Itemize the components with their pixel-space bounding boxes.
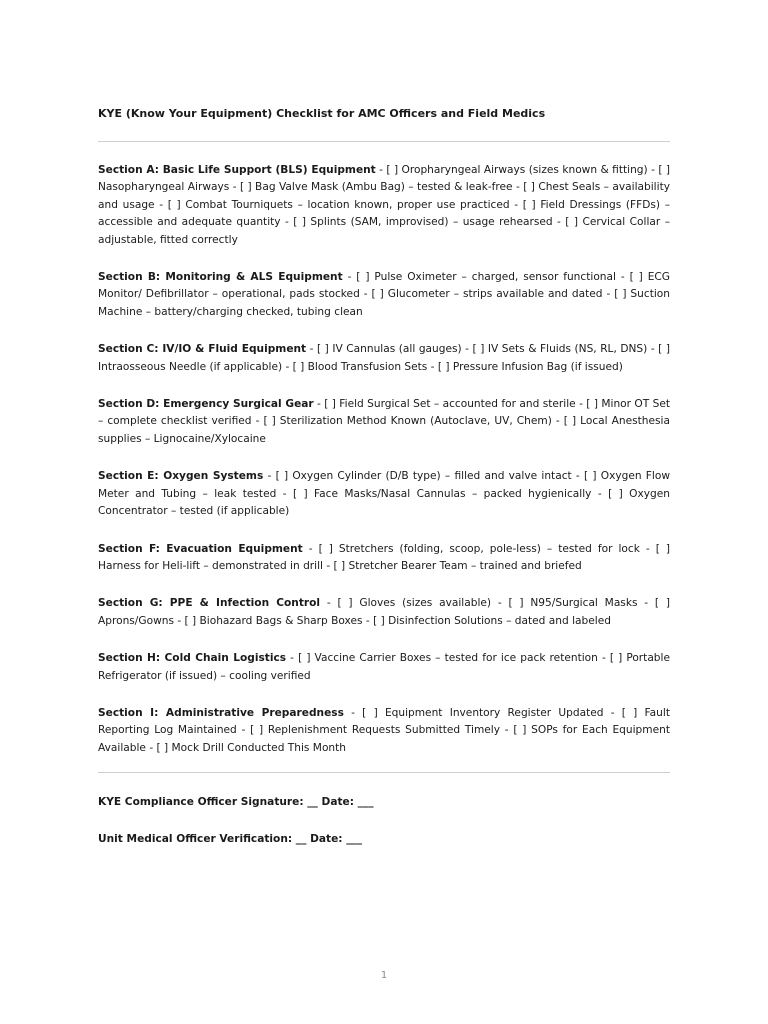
document-title: KYE (Know Your Equipment) Checklist for AMC Officers and Field Medics [98,107,546,120]
section-title: Section H: Cold Chain Logistics [98,652,287,665]
section-body: - [ ] Oxygen Cylinder (D/B type) – filled and valve intact - [ ] Oxygen Flow Meter and Tubing – leak tested - [ ] Face Masks/Nasal Cannulas – packed hygienically - [ ] Oxygen Concentrator – tested (if applicable) [98,470,670,518]
checklist-sections [98,162,670,777]
bottom-divider [98,772,670,773]
section-body: - [ ] Gloves (sizes available) - [ ] N95/Surgical Masks - [ ] Aprons/Gowns - [ ] Biohazard Bags & Sharp Boxes - [ ] Disinfection Solutions – dated and labeled [98,597,670,627]
section-g [98,595,670,630]
section-body: - [ ] Oropharyngeal Airways (sizes known & fitting) - [ ] Nasopharyngeal Airways - [ ] Bag Valve Mask (Ambu Bag) – tested & leak-free - [ ] Chest Seals – availability and usage - [ ] Combat Tourniquets – location known, proper use practiced - [ ] Field Dressings (FFDs) – accessible and adequate quantity - [ ] Splints (SAM, improvised) – usage rehearsed - [ ] Cervical Collar – adjustable, fitted correctly [98,164,670,246]
section-i [98,705,670,757]
compliance-officer-signature-line: KYE Compliance Officer Signature: __ Date: ___ [98,796,374,808]
section-body: - [ ] IV Cannulas (all gauges) - [ ] IV Sets & Fluids (NS, RL, DNS) - [ ] Intraosseous Needle (if applicable) - [ ] Blood Transfusion Sets - [ ] Pressure Infusion Bag (if issued) [98,343,670,373]
document-page [98,0,670,1024]
section-title: Section A: Basic Life Support (BLS) Equipment [98,164,376,176]
section-d [98,396,670,448]
section-title: Section E: Oxygen Systems [98,470,264,483]
medical-officer-verification-line: Unit Medical Officer Verification: __ Date: ___ [98,833,363,845]
top-divider [98,141,670,142]
section-f [98,541,670,576]
section-title: Section G: PPE & Infection Control [98,597,321,610]
section-body: - [ ] Field Surgical Set – accounted for and sterile - [ ] Minor OT Set – complete checklist verified - [ ] Sterilization Method Known (Autoclave, UV, Chem) - [ ] Local Anesthesia supplies – Lignocaine/Xylocaine [98,398,670,445]
section-e [98,468,670,520]
section-title: Section D: Emergency Surgical Gear [98,398,314,411]
section-body: - [ ] Equipment Inventory Register Updated - [ ] Fault Reporting Log Maintained - [ ] Replenishment Requests Submitted Timely - [ ] SOPs for Each Equipment Available - [ ] Mock Drill Conducted This Month [98,706,670,754]
section-title: Section C: IV/IO & Fluid Equipment [98,343,307,356]
page-number: 1 [380,970,388,981]
section-title: Section I: Administrative Preparedness [98,706,344,719]
section-title: Section B: Monitoring & ALS Equipment [98,271,343,284]
section-body: - [ ] Stretchers (folding, scoop, pole-less) – tested for lock - [ ] Harness for Heli-lift – demonstrated in drill - [ ] Stretcher Bearer Team – trained and briefed [98,542,671,572]
section-a [98,162,670,249]
section-title: Section F: Evacuation Equipment [98,542,303,555]
section-body: - [ ] Vaccine Carrier Boxes – tested for ice pack retention - [ ] Portable Refrigerator (if issued) – cooling verified [98,652,670,682]
section-h [98,650,670,685]
section-body: - [ ] Pulse Oximeter – charged, sensor functional - [ ] ECG Monitor/ Defibrillator – operational, pads stocked - [ ] Glucometer – strips available and dated - [ ] Suction Machine – battery/charging checked, tubing clean [98,271,671,318]
section-c [98,341,670,376]
section-b [98,269,670,321]
